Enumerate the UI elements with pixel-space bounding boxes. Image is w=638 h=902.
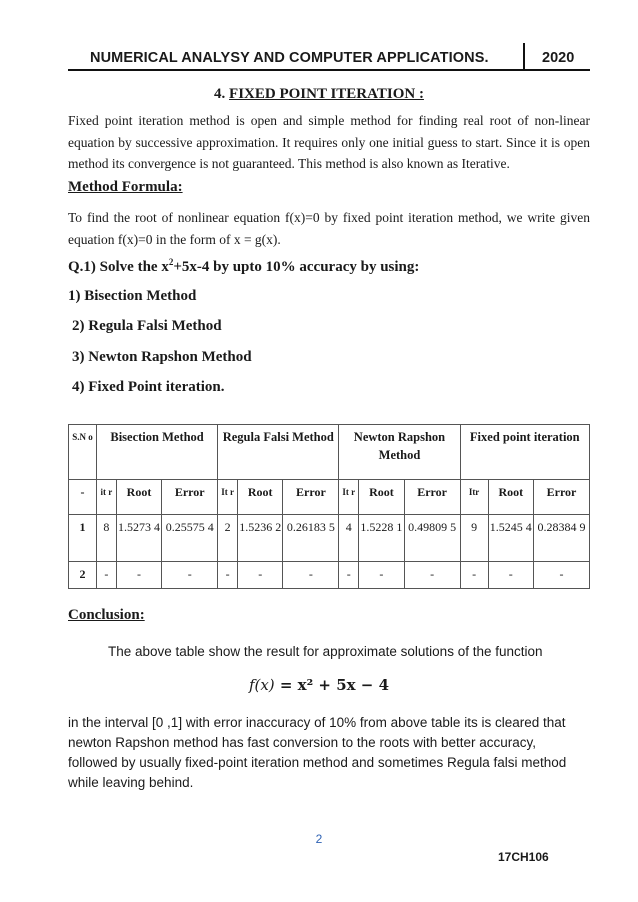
header-year: 2020 <box>542 50 575 66</box>
header-title: NUMERICAL ANALYSY AND COMPUTER APPLICATIONS. <box>90 50 489 66</box>
sn-header: S.N o <box>69 425 97 480</box>
table-group-header-row <box>69 425 590 480</box>
table-cell: 0.25575 4 <box>162 515 218 562</box>
table-cell: 1 <box>69 515 97 562</box>
table-cell: 1.5245 4 <box>488 515 533 562</box>
method-item-3: 3) Newton Rapshon Method <box>72 349 252 365</box>
table-subheader: Error <box>534 480 590 515</box>
table-cell: 1.5236 2 <box>237 515 282 562</box>
table-cell: 9 <box>460 515 488 562</box>
method-formula-text: To find the root of nonlinear equation f(x)=0 by fixed point iteration method, we write given equation f(x)=0 in the form of x = g(x). <box>68 210 590 247</box>
table-subheader: - <box>69 480 97 515</box>
table-cell: - <box>488 562 533 589</box>
question-exponent: 2 <box>168 257 174 267</box>
table-cell: - <box>359 562 404 589</box>
table-cell: 2 <box>69 562 97 589</box>
page-header <box>68 43 590 71</box>
table-subheader: It r <box>339 480 359 515</box>
table-cell: 1.5273 4 <box>116 515 161 562</box>
table-cell: 8 <box>96 515 116 562</box>
table-cell: 0.49809 5 <box>404 515 460 562</box>
table-cell: - <box>404 562 460 589</box>
table-cell: 0.26183 5 <box>283 515 339 562</box>
table-cell: 1.5228 1 <box>359 515 404 562</box>
table-cell: - <box>218 562 238 589</box>
group-newton-rapshon: Newton Rapshon Method <box>339 425 460 480</box>
table-subheader: Root <box>359 480 404 515</box>
conclusion-intro: The above table show the result for approximate solutions of the function <box>108 644 543 659</box>
table-cell: - <box>534 562 590 589</box>
table-subheader: Root <box>488 480 533 515</box>
group-bisection: Bisection Method <box>96 425 217 480</box>
table-cell: - <box>339 562 359 589</box>
method-item-1: 1) Bisection Method <box>68 288 197 304</box>
table-cell: 0.28384 9 <box>534 515 590 562</box>
table-cell: - <box>96 562 116 589</box>
table-row <box>69 515 590 562</box>
method-item-4: 4) Fixed Point iteration. <box>72 379 225 395</box>
group-fixed-point: Fixed point iteration <box>460 425 589 480</box>
method-item-2: 2) Regula Falsi Method <box>72 318 222 334</box>
table-subheader: It r <box>218 480 238 515</box>
question-suffix: +5x-4 by upto 10% accuracy by using: <box>173 259 420 275</box>
conclusion-body: in the interval [0 ,1] with error inaccuracy of 10% from above table its is cleared that newton Rapshon method has fast conversion to the roots with better accuracy, followed by usually fixed-point iteration method and sometimes Regula falsi method while leaving behind. <box>68 715 567 790</box>
page-number: 2 <box>315 832 323 846</box>
table-subheader: Root <box>116 480 161 515</box>
question-prefix: Q.1) Solve the x <box>68 259 169 275</box>
function-formula <box>0 676 638 694</box>
table-subheader: Error <box>404 480 460 515</box>
section-number: 4. <box>214 86 226 102</box>
formula-lhs: f(x) <box>248 676 275 694</box>
table-row <box>69 562 590 589</box>
table-subheader: Itr <box>460 480 488 515</box>
table-cell: - <box>116 562 161 589</box>
table-cell: - <box>283 562 339 589</box>
section-title-text: FIXED POINT ITERATION : <box>229 86 424 102</box>
table-cell: 2 <box>218 515 238 562</box>
table-subheader: it r <box>96 480 116 515</box>
table-subheader: Error <box>283 480 339 515</box>
table-subheader: Root <box>237 480 282 515</box>
roll-number: 17CH106 <box>498 850 549 864</box>
results-table <box>68 424 590 589</box>
group-regula-falsi: Regula Falsi Method <box>218 425 339 480</box>
section-title <box>0 86 638 103</box>
intro-paragraph: Fixed point iteration method is open and simple method for finding real root of non-linear equation by successive approximation. It requires only one initial guess to start. Since it is open method its convergence is not guaranteed. This method is also known as Iterative. <box>68 113 590 171</box>
table-cell: - <box>237 562 282 589</box>
table-subheader-row <box>69 480 590 515</box>
formula-rhs: = x² + 5x − 4 <box>279 676 390 694</box>
header-divider <box>523 43 525 69</box>
table-cell: 4 <box>339 515 359 562</box>
table-subheader: Error <box>162 480 218 515</box>
table-cell: - <box>162 562 218 589</box>
table-cell: - <box>460 562 488 589</box>
method-formula-heading: Method Formula: <box>68 179 183 195</box>
conclusion-heading: Conclusion: <box>68 607 145 623</box>
question-text <box>68 257 419 276</box>
